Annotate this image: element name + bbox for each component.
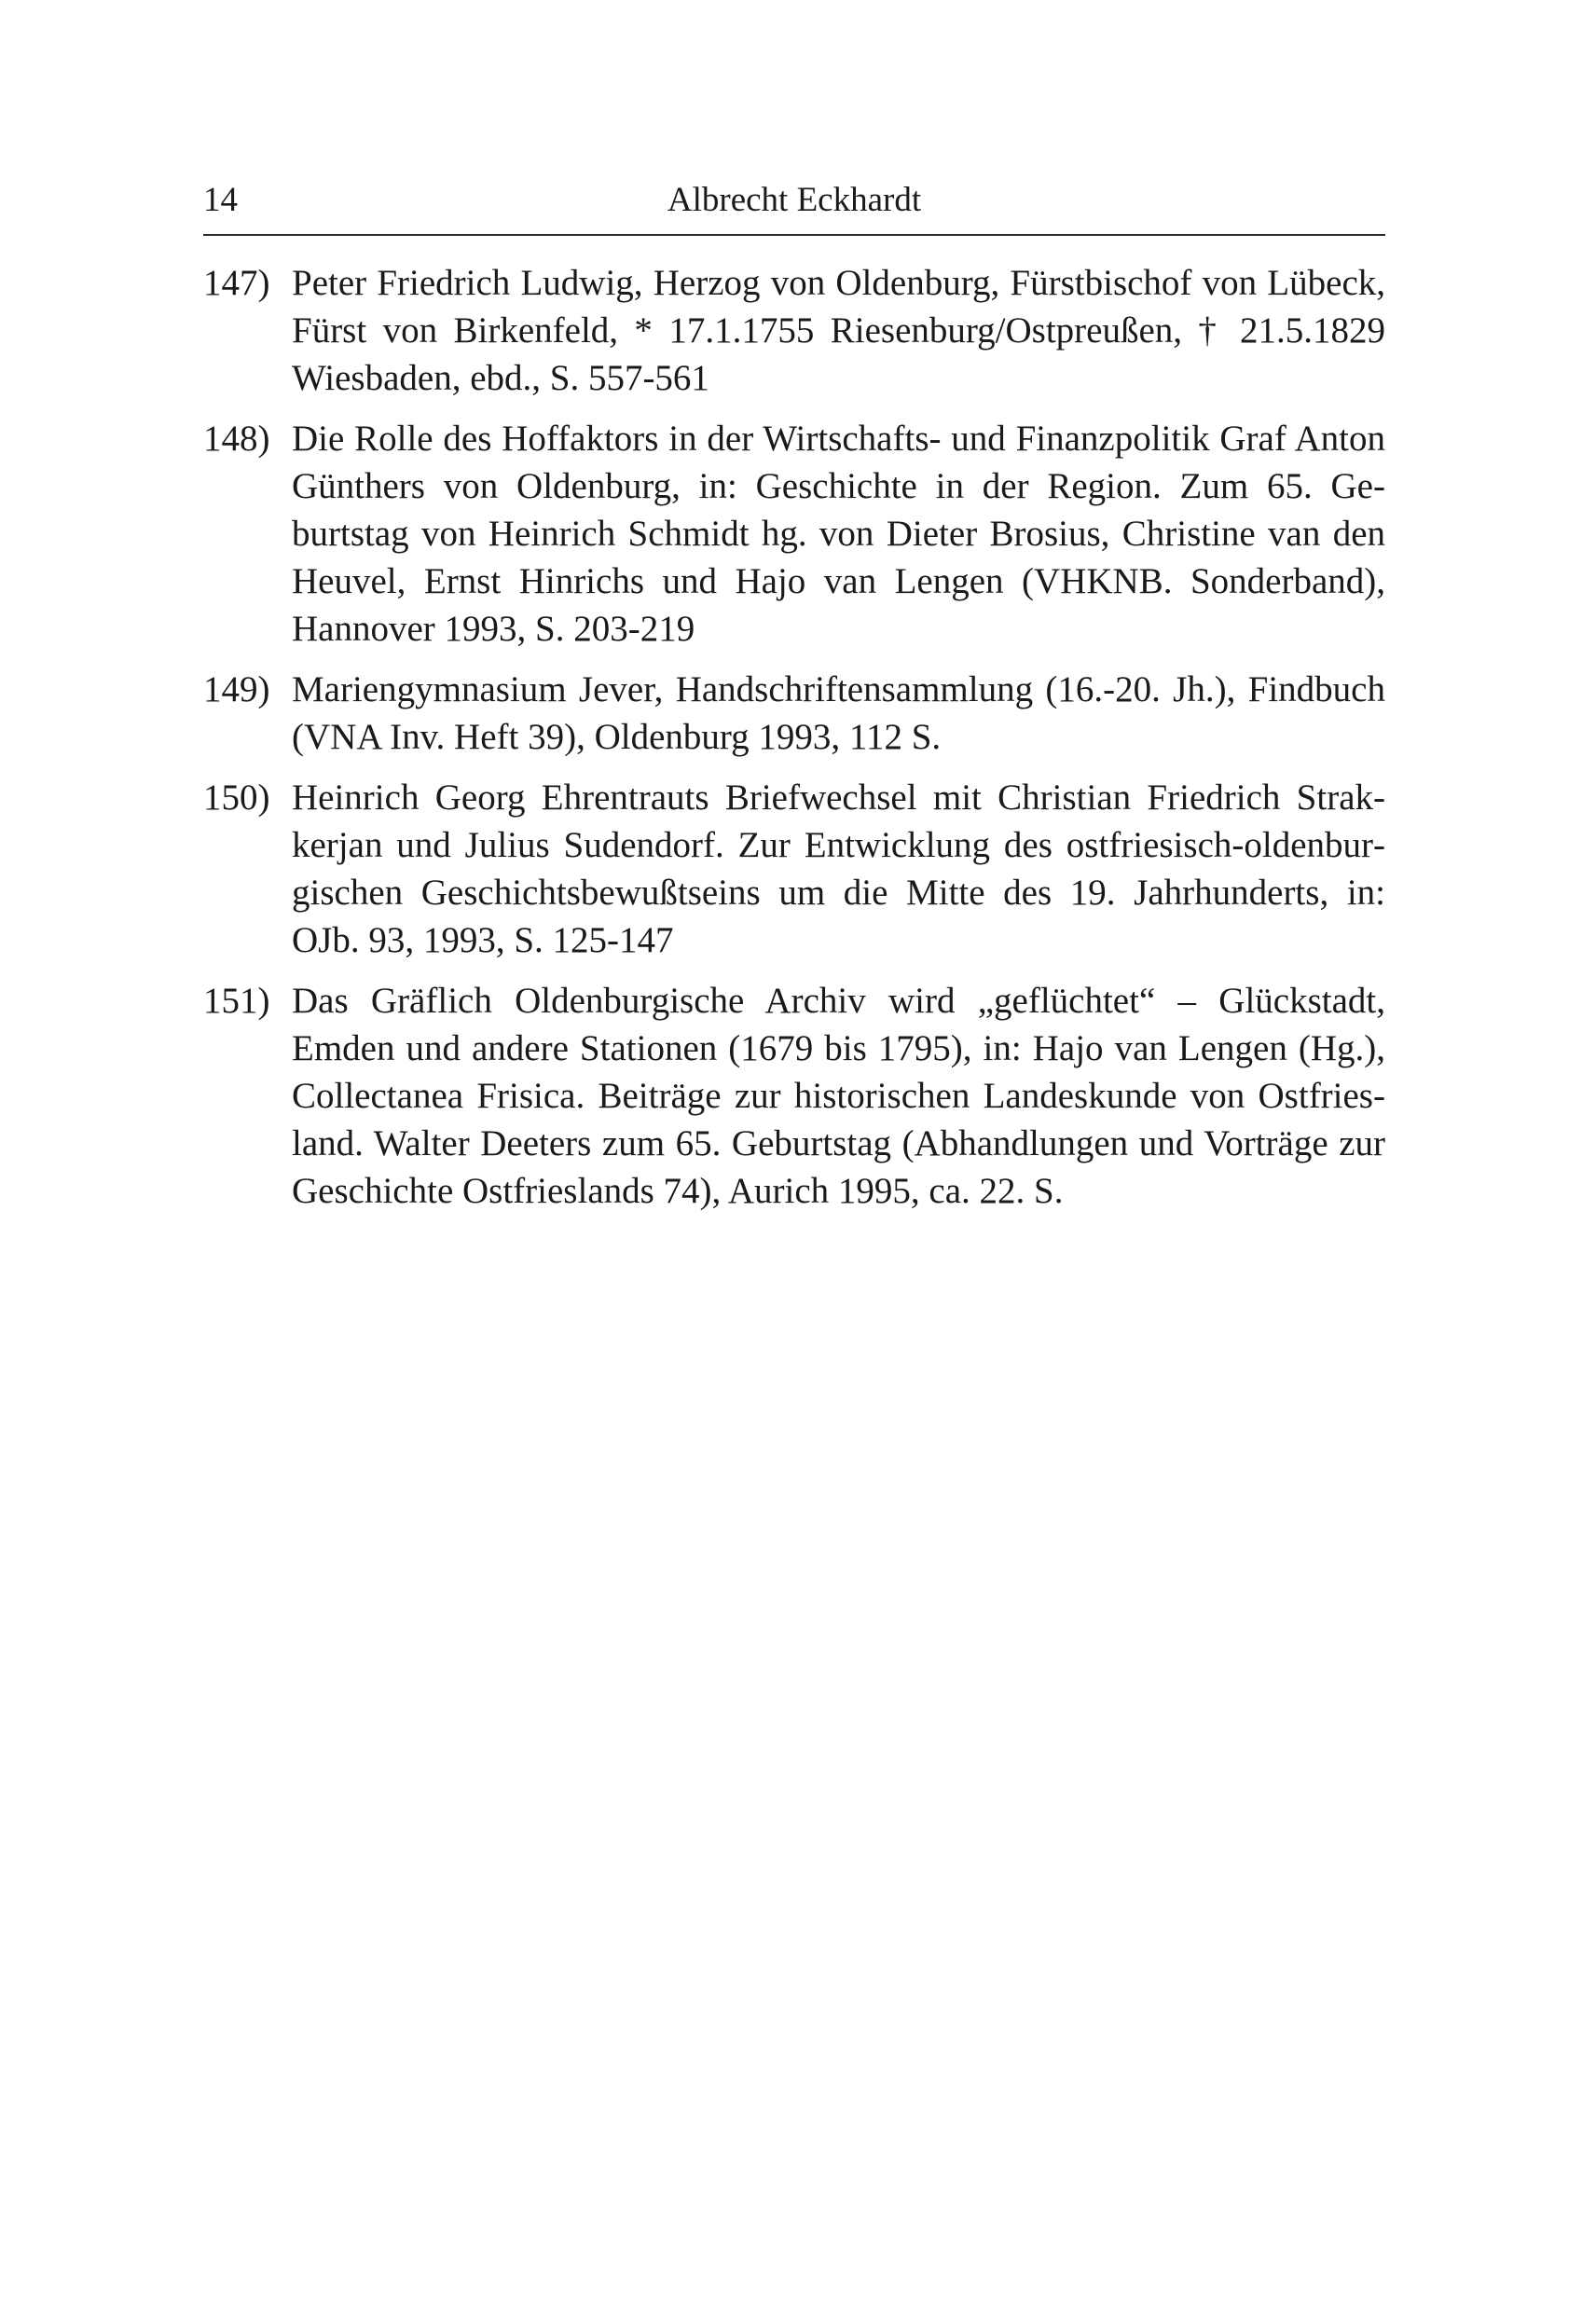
running-title: Albrecht Eckhardt — [667, 181, 922, 219]
entry-text: Heinrich Georg Ehrentrauts Briefwechsel mit Christian Friedrich Strakkerjan und Julius Sudendorf. Zur Entwicklung des ostfriesisch-oldenburgischen Geschichtsbewußtseins um die Mitte des 19. Jahrhunderts, in: OJb. 93, 1993, S. 125-147 — [292, 778, 1385, 960]
bibliography-entry — [203, 259, 1385, 402]
bibliography-entry — [203, 774, 1385, 964]
bibliography-entry — [203, 977, 1385, 1215]
entry-number: 150) — [203, 778, 270, 818]
header-rule — [203, 234, 1385, 236]
entry-number: 148) — [203, 419, 270, 459]
entry-text: Die Rolle des Hoffaktors in der Wirtschafts- und Finanzpolitik Graf Anton Günthers von Oldenburg, in: Geschichte in der Region. Zum 65. Geburtstag von Heinrich Schmidt hg. von Dieter Brosius, Christine van den Heuvel, Ernst Hinrichs und Hajo van Lengen (VHKNB. Sonderband), Hannover 1993, S. 203-219 — [292, 419, 1385, 649]
running-head — [203, 177, 1385, 224]
bibliography-entry — [203, 415, 1385, 653]
entry-text: Mariengymnasium Jever, Handschriftensammlung (16.-20. Jh.), Findbuch (VNA Inv. Heft 39), Oldenburg 1993, 112 S. — [292, 669, 1385, 757]
entry-number: 147) — [203, 263, 270, 303]
entry-number: 149) — [203, 669, 270, 709]
bibliography-entry — [203, 666, 1385, 761]
entry-text: Peter Friedrich Ludwig, Herzog von Oldenburg, Fürstbischof von Lübeck, Fürst von Birkenfeld, * 17.1.1755 Riesenburg/Ostpreußen, † 21.5.1829 Wiesbaden, ebd., S. 557-561 — [292, 263, 1385, 398]
page-number: 14 — [203, 181, 238, 219]
entry-text: Das Gräflich Oldenburgische Archiv wird „geflüchtet“ – Glückstadt, Emden und andere Stationen (1679 bis 1795), in: Hajo van Lengen (Hg.), Collectanea Frisica. Beiträge zur historischen Landeskunde von Ostfriesland. Walter Deeters zum 65. Geburtstag (Abhandlungen und Vorträge zur Geschichte Ostfrieslands 74), Aurich 1995, ca. 22. S. — [292, 981, 1385, 1211]
entry-number: 151) — [203, 981, 270, 1021]
bibliography-list — [203, 259, 1385, 1228]
